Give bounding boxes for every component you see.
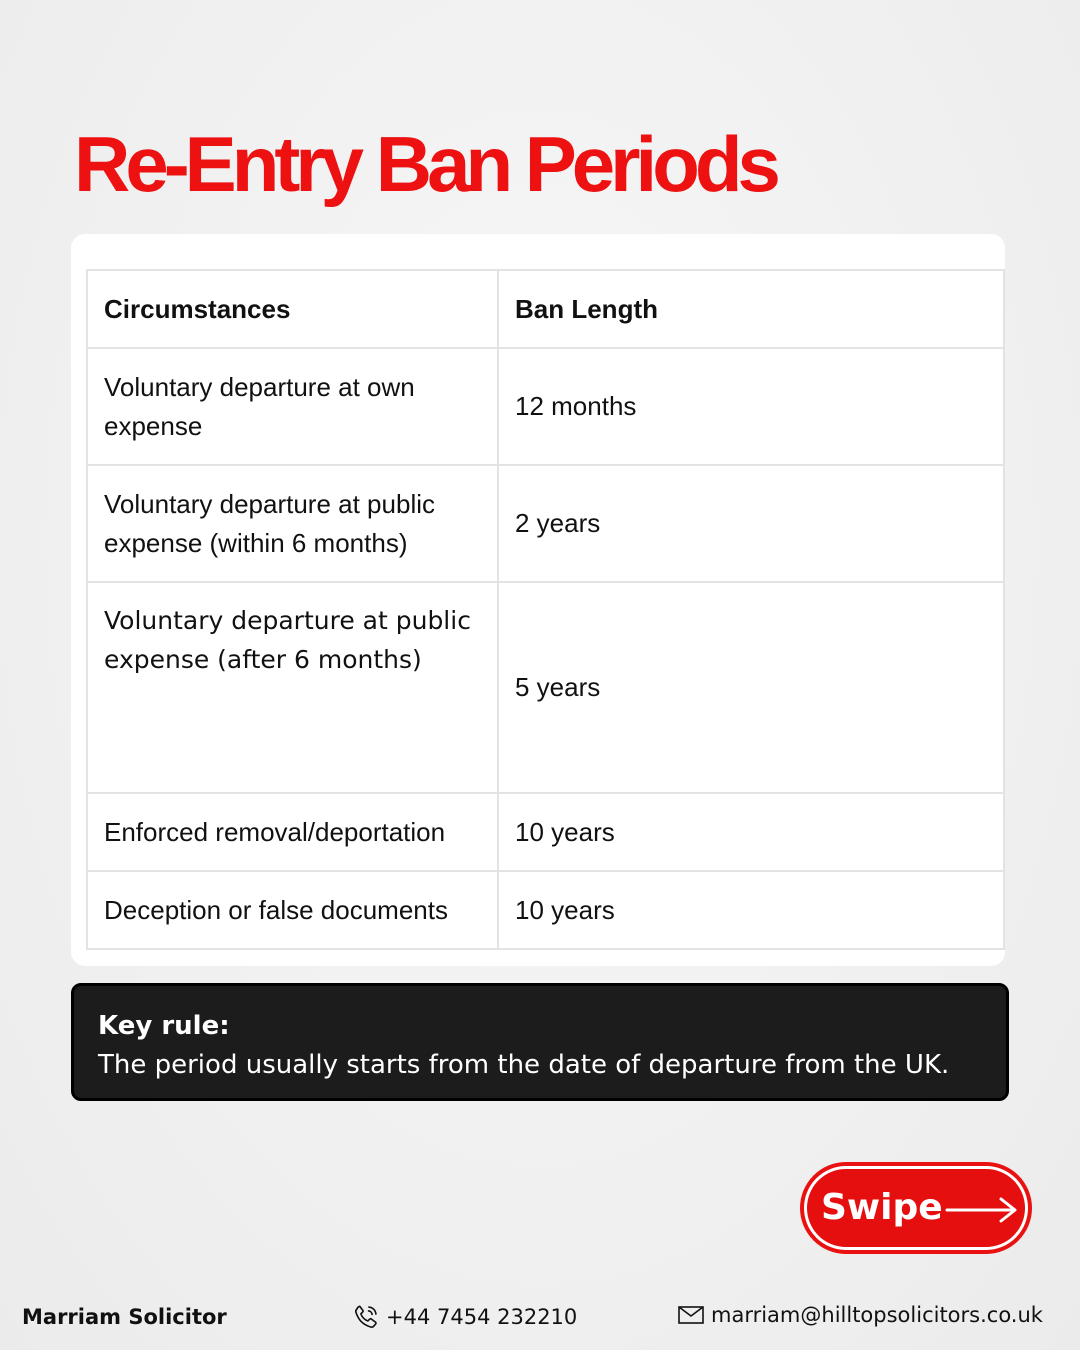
footer-phone-number: +44 7454 232210 bbox=[386, 1305, 578, 1329]
phone-icon bbox=[352, 1303, 380, 1331]
table-row bbox=[87, 348, 1004, 465]
swipe-button-inner[interactable] bbox=[804, 1166, 1028, 1250]
footer-email-address: marriam@hilltopsolicitors.co.uk bbox=[711, 1303, 1043, 1327]
page-title: Re-Entry Ban Periods bbox=[74, 120, 776, 208]
key-rule-text: The period usually starts from the date of departure from the UK. bbox=[98, 1050, 950, 1080]
ban-table-card bbox=[71, 234, 1005, 966]
table-row bbox=[87, 582, 1004, 793]
header-circumstances: Circumstances bbox=[87, 270, 498, 348]
envelope-icon bbox=[677, 1304, 705, 1326]
circumstance-cell: Voluntary departure at public expense (after 6 months) bbox=[87, 582, 498, 793]
footer-email[interactable] bbox=[677, 1303, 1043, 1327]
circumstance-cell: Enforced removal/deportation bbox=[87, 793, 498, 871]
table-header-row bbox=[87, 270, 1004, 348]
arrow-right-icon bbox=[945, 1195, 1019, 1225]
ban-length-cell: 5 years bbox=[498, 582, 1004, 793]
footer-phone[interactable] bbox=[352, 1303, 577, 1331]
key-rule-box bbox=[71, 983, 1009, 1101]
swipe-button[interactable] bbox=[800, 1162, 1032, 1254]
circumstance-cell: Voluntary departure at own expense bbox=[87, 348, 498, 465]
circumstance-cell: Deception or false documents bbox=[87, 871, 498, 949]
footer-firm-name: Marriam Solicitor bbox=[22, 1305, 227, 1329]
circumstance-cell: Voluntary departure at public expense (within 6 months) bbox=[87, 465, 498, 582]
ban-periods-table bbox=[86, 269, 1005, 950]
ban-length-cell: 10 years bbox=[498, 793, 1004, 871]
ban-length-cell: 2 years bbox=[498, 465, 1004, 582]
table-row bbox=[87, 871, 1004, 949]
swipe-label: Swipe bbox=[821, 1187, 943, 1228]
ban-length-cell: 10 years bbox=[498, 871, 1004, 949]
ban-length-cell: 12 months bbox=[498, 348, 1004, 465]
table-row bbox=[87, 793, 1004, 871]
table-row bbox=[87, 465, 1004, 582]
header-ban-length: Ban Length bbox=[498, 270, 1004, 348]
key-rule-label: Key rule: bbox=[98, 1011, 230, 1041]
